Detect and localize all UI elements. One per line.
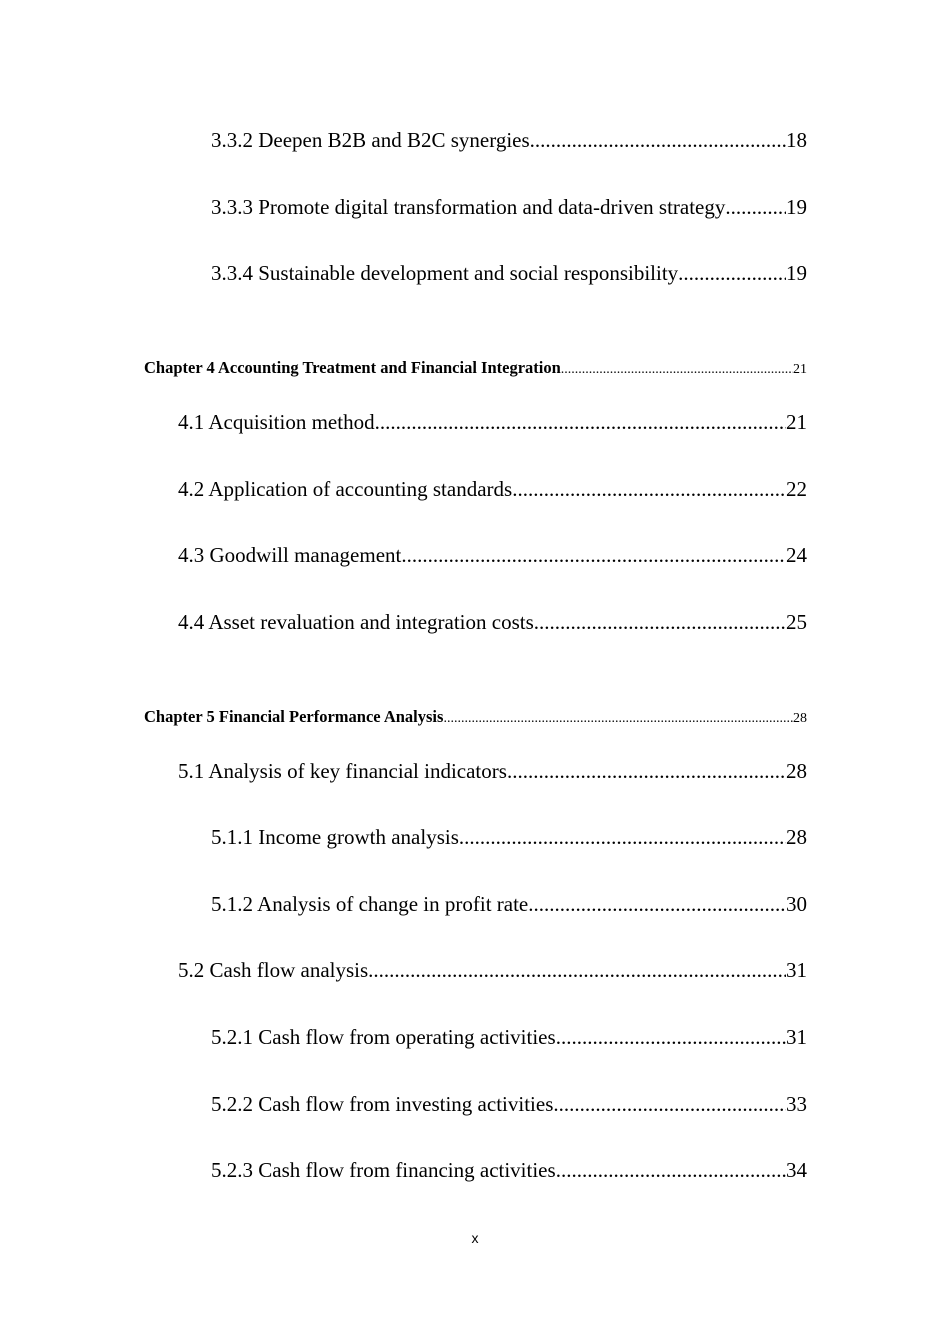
toc-leader-dots [528, 892, 786, 917]
toc-entry-page: 28 [786, 825, 807, 849]
toc-chapter-4[interactable] [144, 358, 807, 378]
toc-leader-dots [553, 1092, 786, 1117]
toc-chapter-5[interactable] [144, 707, 807, 727]
toc-entry-page: 22 [786, 477, 807, 501]
toc-entry-5-2-3[interactable] [211, 1158, 807, 1183]
toc-entry-title: 5.2.2 Cash flow from investing activities [211, 1092, 554, 1116]
toc-chapter-title: Chapter 4 Accounting Treatment and Financial Integration [144, 358, 561, 377]
toc-entry-page: 30 [786, 892, 807, 916]
toc-entry-4-1[interactable] [178, 410, 807, 435]
toc-leader-dots [725, 195, 786, 220]
toc-entry-5-2-1[interactable] [211, 1025, 807, 1050]
toc-entry-page: 24 [786, 543, 807, 567]
toc-entry-page: 19 [786, 261, 807, 285]
toc-entry-title: 5.1.1 Income growth analysis [211, 825, 459, 849]
toc-entry-title: 4.2 Application of accounting standards [178, 477, 513, 501]
toc-entry-3-3-3[interactable] [211, 195, 807, 220]
toc-entry-page: 25 [786, 610, 807, 634]
toc-entry-4-4[interactable] [178, 610, 807, 635]
toc-entry-title: 3.3.2 Deepen B2B and B2C synergies [211, 128, 530, 152]
toc-entry-5-2[interactable] [178, 958, 807, 983]
toc-entry-5-2-2[interactable] [211, 1092, 807, 1117]
toc-entry-title: 5.1 Analysis of key financial indicators [178, 759, 507, 783]
toc-leader-dots [678, 261, 786, 286]
toc-entry-title: 5.2.1 Cash flow from operating activities [211, 1025, 556, 1049]
toc-entry-page: 18 [786, 128, 807, 152]
toc-leader-dots [375, 410, 786, 435]
toc-entry-title: 5.1.2 Analysis of change in profit rate [211, 892, 529, 916]
toc-chapter-title: Chapter 5 Financial Performance Analysis [144, 707, 444, 726]
toc-entry-page: 33 [786, 1092, 807, 1116]
toc-leader-dots [401, 543, 786, 568]
toc-leader-dots [556, 1025, 786, 1050]
toc-leader-dots [561, 362, 793, 378]
toc-entry-4-2[interactable] [178, 477, 807, 502]
toc-leader-dots [534, 610, 786, 635]
toc-entry-5-1[interactable] [178, 759, 807, 784]
toc-entry-title: 3.3.4 Sustainable development and social responsibility [211, 261, 679, 285]
toc-chapter-page: 28 [793, 711, 807, 726]
toc-leader-dots [530, 128, 786, 153]
toc-leader-dots [512, 477, 786, 502]
toc-entry-4-3[interactable] [178, 543, 807, 568]
toc-leader-dots [507, 759, 786, 784]
page-number: x [471, 1230, 479, 1246]
toc-chapter-page: 21 [793, 362, 807, 377]
toc-entry-page: 21 [786, 410, 807, 434]
toc-entry-title: 4.3 Goodwill management [178, 543, 402, 567]
toc-entry-3-3-4[interactable] [211, 261, 807, 286]
toc-leader-dots [556, 1158, 786, 1183]
toc-leader-dots [459, 825, 786, 850]
toc-entry-title: 4.4 Asset revaluation and integration costs [178, 610, 534, 634]
toc-entry-5-1-2[interactable] [211, 892, 807, 917]
toc-entry-page: 31 [786, 958, 807, 982]
toc-entry-title: 4.1 Acquisition method [178, 410, 375, 434]
toc-entry-5-1-1[interactable] [211, 825, 807, 850]
toc-entry-page: 19 [786, 195, 807, 219]
toc-leader-dots [443, 711, 793, 727]
toc-entry-title: 3.3.3 Promote digital transformation and data-driven strategy [211, 195, 726, 219]
toc-entry-page: 34 [786, 1158, 807, 1182]
toc-leader-dots [368, 958, 786, 983]
toc-entry-title: 5.2 Cash flow analysis [178, 958, 369, 982]
toc-entry-title: 5.2.3 Cash flow from financing activities [211, 1158, 556, 1182]
toc-entry-page: 28 [786, 759, 807, 783]
toc-entry-page: 31 [786, 1025, 807, 1049]
toc-entry-3-3-2[interactable] [211, 128, 807, 153]
